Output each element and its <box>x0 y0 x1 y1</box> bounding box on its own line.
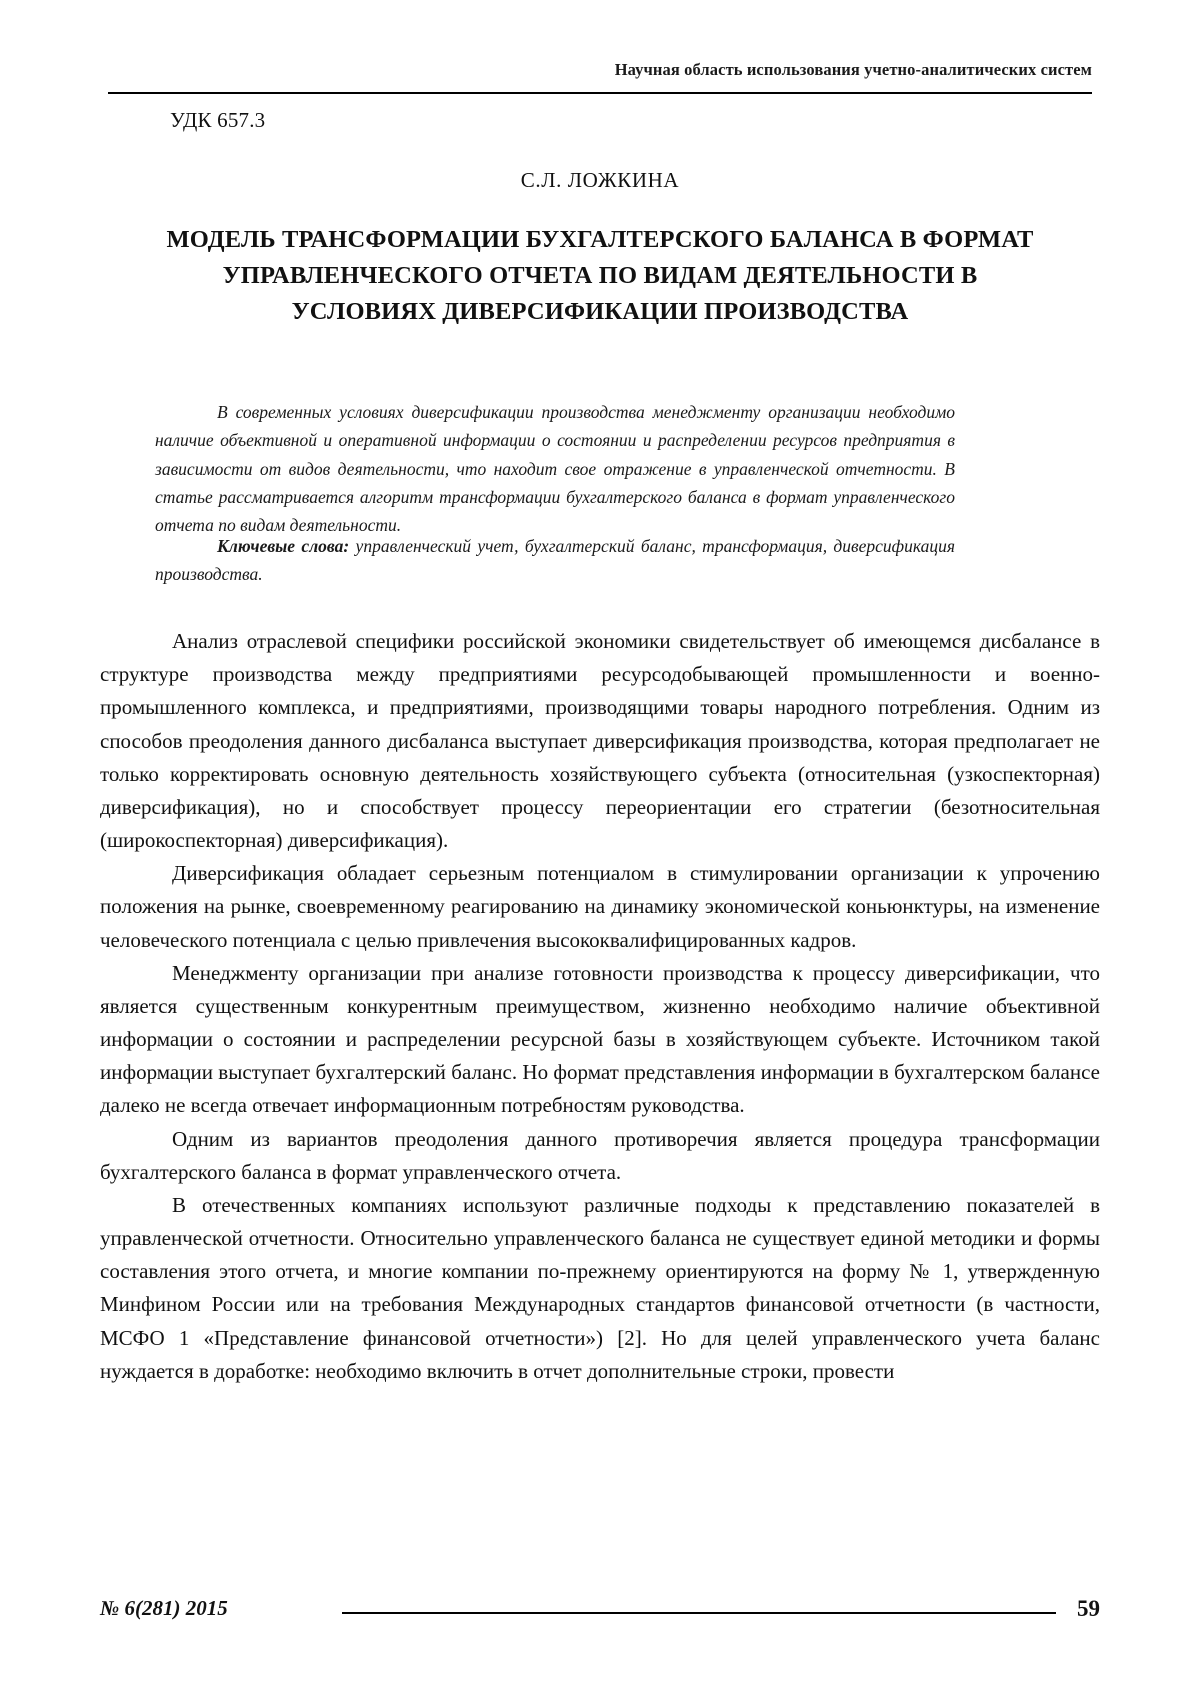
issue-label: № 6(281) 2015 <box>100 1596 228 1620</box>
keywords-block <box>155 532 955 589</box>
paragraph: В отечественных компаниях используют различные подходы к представлению показателей в управленческой отчетности. Относительно управленческого баланса не существует единой методики и формы составления этого отчета, и многие компании по-прежнему ориентируются на форму № 1, утвержденную Минфином России или на требования Международных стандартов финансовой отчетности (в частности, МСФО 1 «Представление финансовой отчетности») [2]. Но для целей управленческого учета баланс нуждается в доработке: необходимо включить в отчет дополнительные строки, провести <box>100 1192 1100 1383</box>
abstract-text: В современных условиях диверсификации производства менеджменту организации необходимо наличие объективной и оперативной информации о состоянии и распределении ресурсов предприятия в зависимости от видов деятельности, что находит свое отражение в управленческой отчетности. В статье рассматривается алгоритм трансформации бухгалтерского баланса в формат управленческого отчета по видам деятельности. <box>155 402 955 536</box>
keywords-text: управленческий учет, бухгалтерский баланс, трансформация, диверсификация производства. <box>155 536 955 585</box>
keywords-label: Ключевые слова: <box>217 536 350 556</box>
body-text <box>100 625 1100 1388</box>
running-head: Научная область использования учетно-аналитических систем <box>614 60 1092 79</box>
author-name: С.Л. ЛОЖКИНА <box>520 168 680 192</box>
paragraph: Анализ отраслевой специфики российской экономики свидетельствует об имеющемся дисбалансе в структуре производства между предприятиями ресурсодобывающей промышленности и военно-промышленного комплекса, и предприятиями, производящими товары народного потребления. Одним из способов преодоления данного дисбаланса выступает диверсификация производства, которая предполагает не только корректировать основную деятельность хозяйствующего субъекта (относительная (узкоспекторная) диверсификация), но и способствует процессу переориентации его стратегии (безотносительная (широкоспекторная) диверсификация). <box>100 629 1100 853</box>
page-footer <box>100 1596 1100 1626</box>
page-title: МОДЕЛЬ ТРАНСФОРМАЦИИ БУХГАЛТЕРСКОГО БАЛАНСА В ФОРМАТ УПРАВЛЕНЧЕСКОГО ОТЧЕТА ПО ВИДАМ ДЕЯТЕЛЬНОСТИ В УСЛОВИЯХ ДИВЕРСИФИКАЦИИ ПРОИЗВОДСТВА <box>166 226 1034 325</box>
paragraph: Диверсификация обладает серьезным потенциалом в стимулировании организации к упрочению положения на рынке, своевременному реагированию на динамику экономической коньюнктуры, на изменение человеческого потенциала с целью привлечения высококвалифицированных кадров. <box>100 861 1100 952</box>
paragraph: Одним из вариантов преодоления данного противоречия является процедура трансформации бухгалтерского баланса в формат управленческого отчета. <box>100 1126 1100 1184</box>
page-number: 59 <box>1077 1596 1100 1621</box>
header-divider <box>108 92 1092 94</box>
paragraph: Менеджменту организации при анализе готовности производства к процессу диверсификации, что является существенным конкурентным преимуществом, жизненно необходимо наличие объективной информации о состоянии и распределении ресурсной базы в хозяйствующем субъекте. Источником такой информации выступает бухгалтерский баланс. Но формат представления информации в бухгалтерском балансе далеко не всегда отвечает информационным потребностям руководства. <box>100 960 1100 1118</box>
udc-code: УДК 657.3 <box>170 108 266 132</box>
footer-divider <box>342 1612 1056 1614</box>
